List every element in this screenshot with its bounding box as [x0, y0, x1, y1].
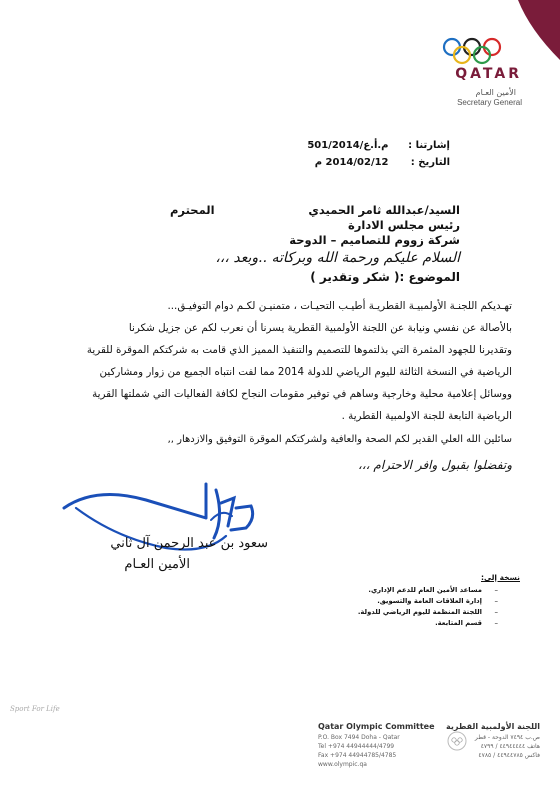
- body-line: الرياضية التابعة للجنة الاولمبية القطرية .: [341, 410, 512, 422]
- recipient-honorific: المحترم: [170, 203, 215, 217]
- copy-item: إدارة العلاقات العامة والتسويق.: [377, 597, 482, 605]
- olympic-rings-icon: [438, 36, 526, 66]
- footer-en-line: Fax +974 44944785/4785: [318, 752, 397, 759]
- thanks-line: وتفضلوا بقبول وافر الاحترام ،،،: [357, 458, 512, 472]
- reference-value: م.أ.ع/501/2014: [307, 140, 389, 151]
- footer-ar-line: هاتف ٤٤٩٤٤٤٤٤ / ٤٧٩٩: [480, 743, 540, 750]
- closing-line: سائلين الله العلي القدير لكم الصحة والعافية ولشركتكم الموقرة التوفيق والازدهار ,,: [167, 434, 512, 445]
- recipient-name: السيد/عبدالله ثامر الحميدي: [308, 203, 460, 217]
- body-line: وتقديرنا للجهود المثمرة التي بذلتموها للتصميم والتنفيذ المميز الذي قامت به شركتكم الموقرة للقرية: [86, 344, 512, 356]
- copy-bullet: –: [494, 597, 498, 605]
- footer-en-title: Qatar Olympic Committee: [318, 722, 435, 731]
- date-value: 2014/02/12 م: [314, 157, 389, 168]
- header-title-ar: الأمين العـام: [475, 88, 516, 97]
- copy-bullet: –: [494, 619, 498, 627]
- date-label: التاريخ :: [410, 157, 450, 168]
- footer-ar-title: اللجنة الأولمبية القطرية: [445, 722, 540, 731]
- footer-ar-line: فاكس ٤٤٩٤٤٧٨٥ / ٤٧٨٥: [478, 752, 540, 759]
- copies-title: نسخة إلى:: [481, 573, 520, 582]
- body-line: تهـديكم اللجنـة الأولمبيـة القطريـة أطيـب التحيـات ، متمنيـن لكـم دوام التوفيـق...: [167, 300, 512, 312]
- reference-line: [307, 140, 450, 151]
- copy-item: مساعد الأمين العام للدعم الإداري.: [368, 586, 482, 594]
- footer-ar-line: ص.ب ٧٤٩٤ الدوحة - قطر: [474, 734, 540, 741]
- copy-item: قسم المتابعة.: [435, 619, 482, 627]
- signatory-name: سعود بن عبد الرحمن آل ثاني: [110, 536, 268, 551]
- footer-en-line: www.olympic.qa: [318, 761, 367, 768]
- footer-olympic-logo-icon: [446, 730, 468, 752]
- body-line: بالأصالة عن نفسي ونيابة عن اللجنة الأولمبية القطرية يسرنا أن نعرب لكم عن جزيل شكرنا: [128, 322, 512, 334]
- copy-item: اللجنة المنظمة لليوم الرياضي للدولة.: [357, 608, 482, 616]
- signatory-title: الأمين العـام: [124, 557, 190, 572]
- footer-en-line: P.O. Box 7494 Doha - Qatar: [318, 734, 400, 741]
- date-line: [315, 157, 450, 168]
- recipient-company: شركة زووم للتصاميم – الدوحة: [289, 233, 460, 247]
- body-line: ووسائل إعلامية محلية وخارجية وساهم في توفير مقومات النجاح لكافة الفعاليات التي شملتها القرية: [92, 388, 512, 400]
- body-line: الرياضية في النسخة الثالثة لليوم الرياضي للدولة 2014 مما لفت انتباه الجميع من زوار ومشاركين: [99, 366, 512, 378]
- footer-en-line: Tel +974 44944444/4799: [318, 743, 395, 750]
- footer-tagline: Sport For Life: [10, 705, 60, 713]
- reference-label: إشارتنا :: [408, 140, 450, 151]
- subject-line: الموضوع :( شكر وتقدير ): [310, 270, 460, 284]
- greeting: السلام عليكم ورحمة الله وبركاته ..وبعد ،،،: [215, 250, 460, 266]
- recipient-position: رئيس مجلس الادارة: [347, 218, 460, 232]
- copy-bullet: –: [494, 586, 498, 594]
- header-title-en: Secretary General: [457, 98, 522, 107]
- copy-bullet: –: [494, 608, 498, 616]
- brand-wordmark: QATAR: [455, 66, 522, 82]
